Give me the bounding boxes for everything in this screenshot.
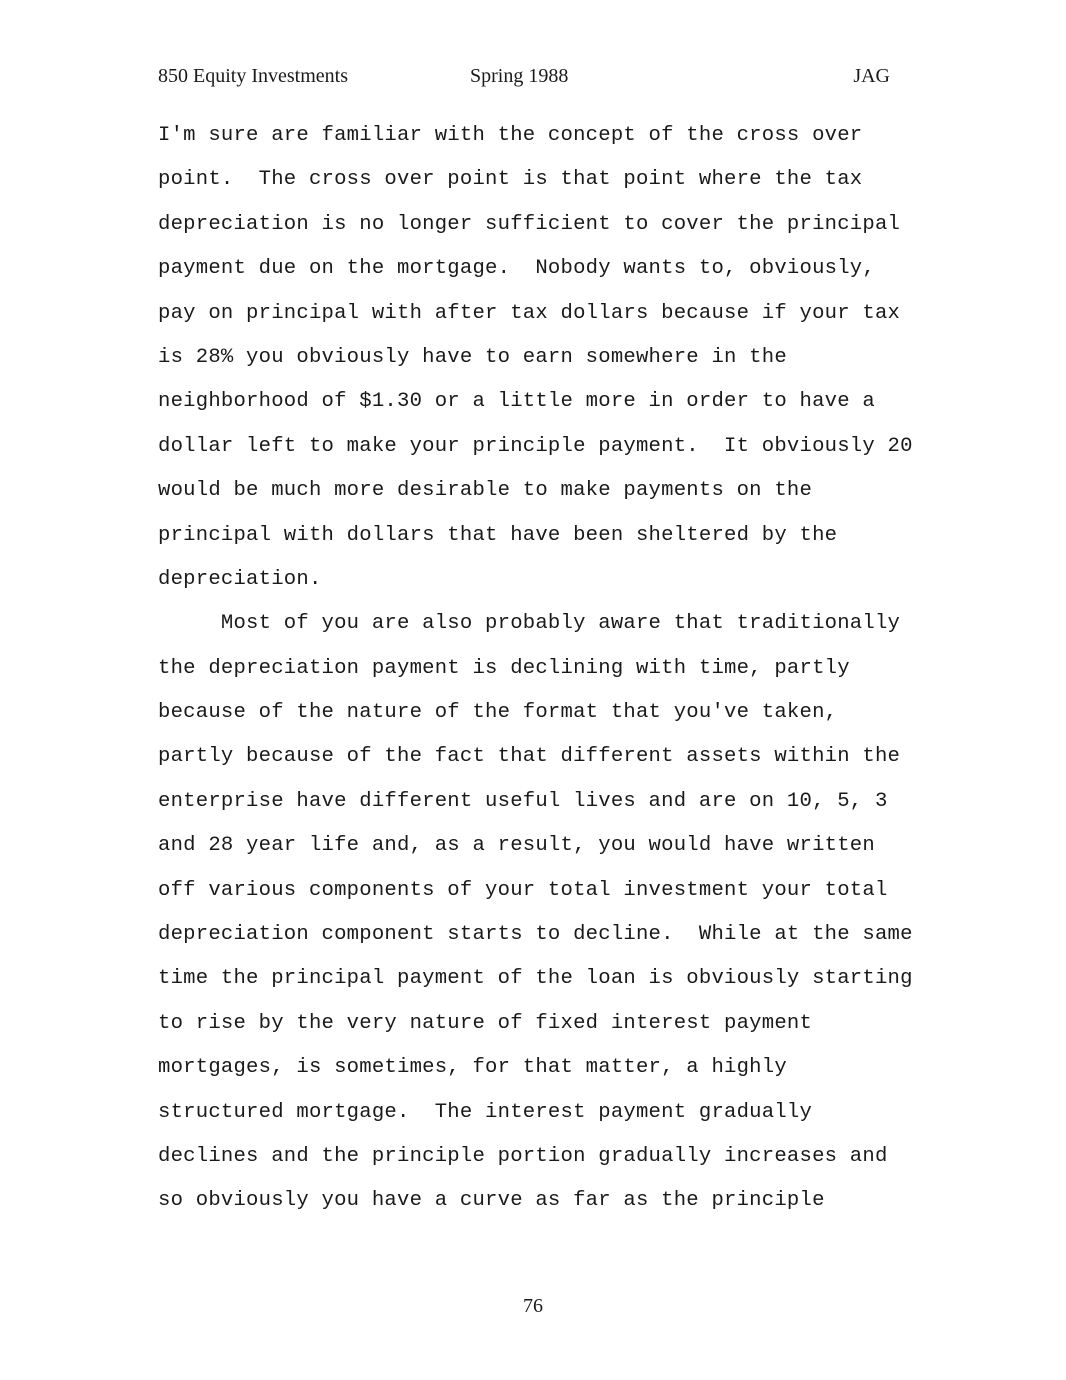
- header-initials: JAG: [853, 65, 890, 87]
- body-line: I'm sure are familiar with the concept of the cross over: [158, 124, 863, 147]
- transcript-body: [158, 114, 918, 1224]
- body-line: structured mortgage. The interest payment gradually: [158, 1100, 813, 1124]
- page-number: 76: [523, 1295, 543, 1317]
- body-line: pay on principal with after tax dollars because if your tax: [158, 301, 901, 325]
- body-line: payment due on the mortgage. Nobody wants to, obviously,: [158, 257, 875, 281]
- body-line: and 28 year life and, as a result, you would have written: [158, 834, 875, 858]
- body-line: principal with dollars that have been sheltered by the: [158, 523, 838, 547]
- body-line: would be much more desirable to make payments on the: [158, 479, 813, 503]
- body-line: because of the nature of the format that you've taken,: [158, 701, 838, 725]
- body-line: depreciation is no longer sufficient to cover the principal: [158, 212, 901, 236]
- body-line: enterprise have different useful lives and are on 10, 5, 3: [158, 789, 888, 813]
- body-line: depreciation component starts to decline. While at the same: [158, 923, 913, 947]
- body-line: to rise by the very nature of fixed interest payment: [158, 1011, 813, 1035]
- body-line: partly because of the fact that different assets within the: [158, 745, 901, 769]
- body-line: off various components of your total investment your total: [158, 878, 888, 902]
- body-line: the depreciation payment is declining with time, partly: [158, 656, 850, 680]
- body-line: mortgages, is sometimes, for that matter, a highly: [158, 1056, 787, 1080]
- header-term: Spring 1988: [470, 65, 569, 87]
- body-line: time the principal payment of the loan is obviously starting: [158, 967, 913, 991]
- body-line: so obviously you have a curve as far as the principle: [158, 1189, 825, 1213]
- body-line: dollar left to make your principle payment. It obviously 20: [158, 434, 913, 458]
- body-line: point. The cross over point is that point where the tax: [158, 168, 863, 192]
- body-line: Most of you are also probably aware that traditionally: [158, 612, 901, 636]
- body-line: declines and the principle portion gradually increases and: [158, 1144, 888, 1168]
- body-line: neighborhood of $1.30 or a little more in order to have a: [158, 390, 875, 414]
- body-line: depreciation.: [158, 567, 322, 591]
- page-header: [158, 62, 892, 90]
- body-line: is 28% you obviously have to earn somewhere in the: [158, 345, 787, 369]
- header-course-title: 850 Equity Investments: [158, 65, 348, 87]
